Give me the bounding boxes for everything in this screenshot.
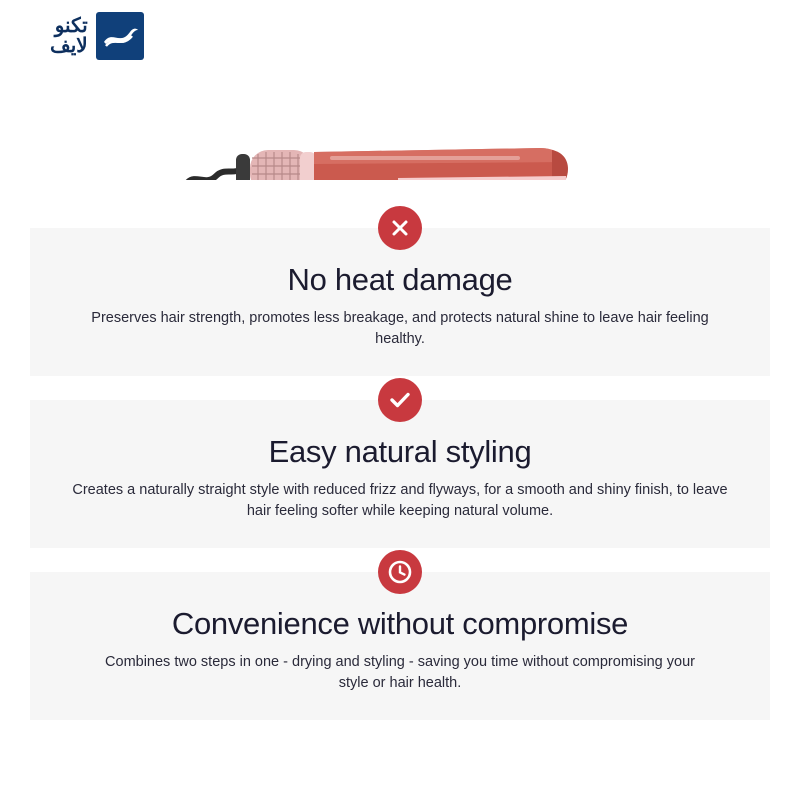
brand-logo xyxy=(50,12,144,60)
brand-name-line1: تكنو xyxy=(54,15,88,37)
wave-mark-icon xyxy=(96,12,144,60)
clock-circle-icon xyxy=(378,550,422,594)
hair-dryer-brush-product-image xyxy=(0,70,800,180)
feature-title: Convenience without compromise xyxy=(171,606,629,642)
brand-name-line2: لايف xyxy=(50,35,88,57)
feature-description: Combines two steps in one - drying and styling - saving you time without compromising your style or hair health. xyxy=(105,654,695,692)
feature-block-no-heat-damage xyxy=(30,228,770,376)
feature-block-convenience-without-compromise xyxy=(30,572,770,720)
feature-block-easy-natural-styling xyxy=(30,400,770,548)
cross-circle-icon xyxy=(378,206,422,250)
feature-list xyxy=(0,228,800,720)
brand-name xyxy=(50,16,88,56)
feature-description: Creates a naturally straight style with reduced frizz and flyways, for a smooth and shiny finish, to leave hair feeling softer while keeping natural volume. xyxy=(72,482,728,520)
feature-title: Easy natural styling xyxy=(268,434,532,470)
feature-title: No heat damage xyxy=(287,262,513,297)
feature-description: Preserves hair strength, promotes less breakage, and protects natural shine to leave hair feeling healthy. xyxy=(91,310,709,348)
check-circle-icon xyxy=(378,378,422,422)
